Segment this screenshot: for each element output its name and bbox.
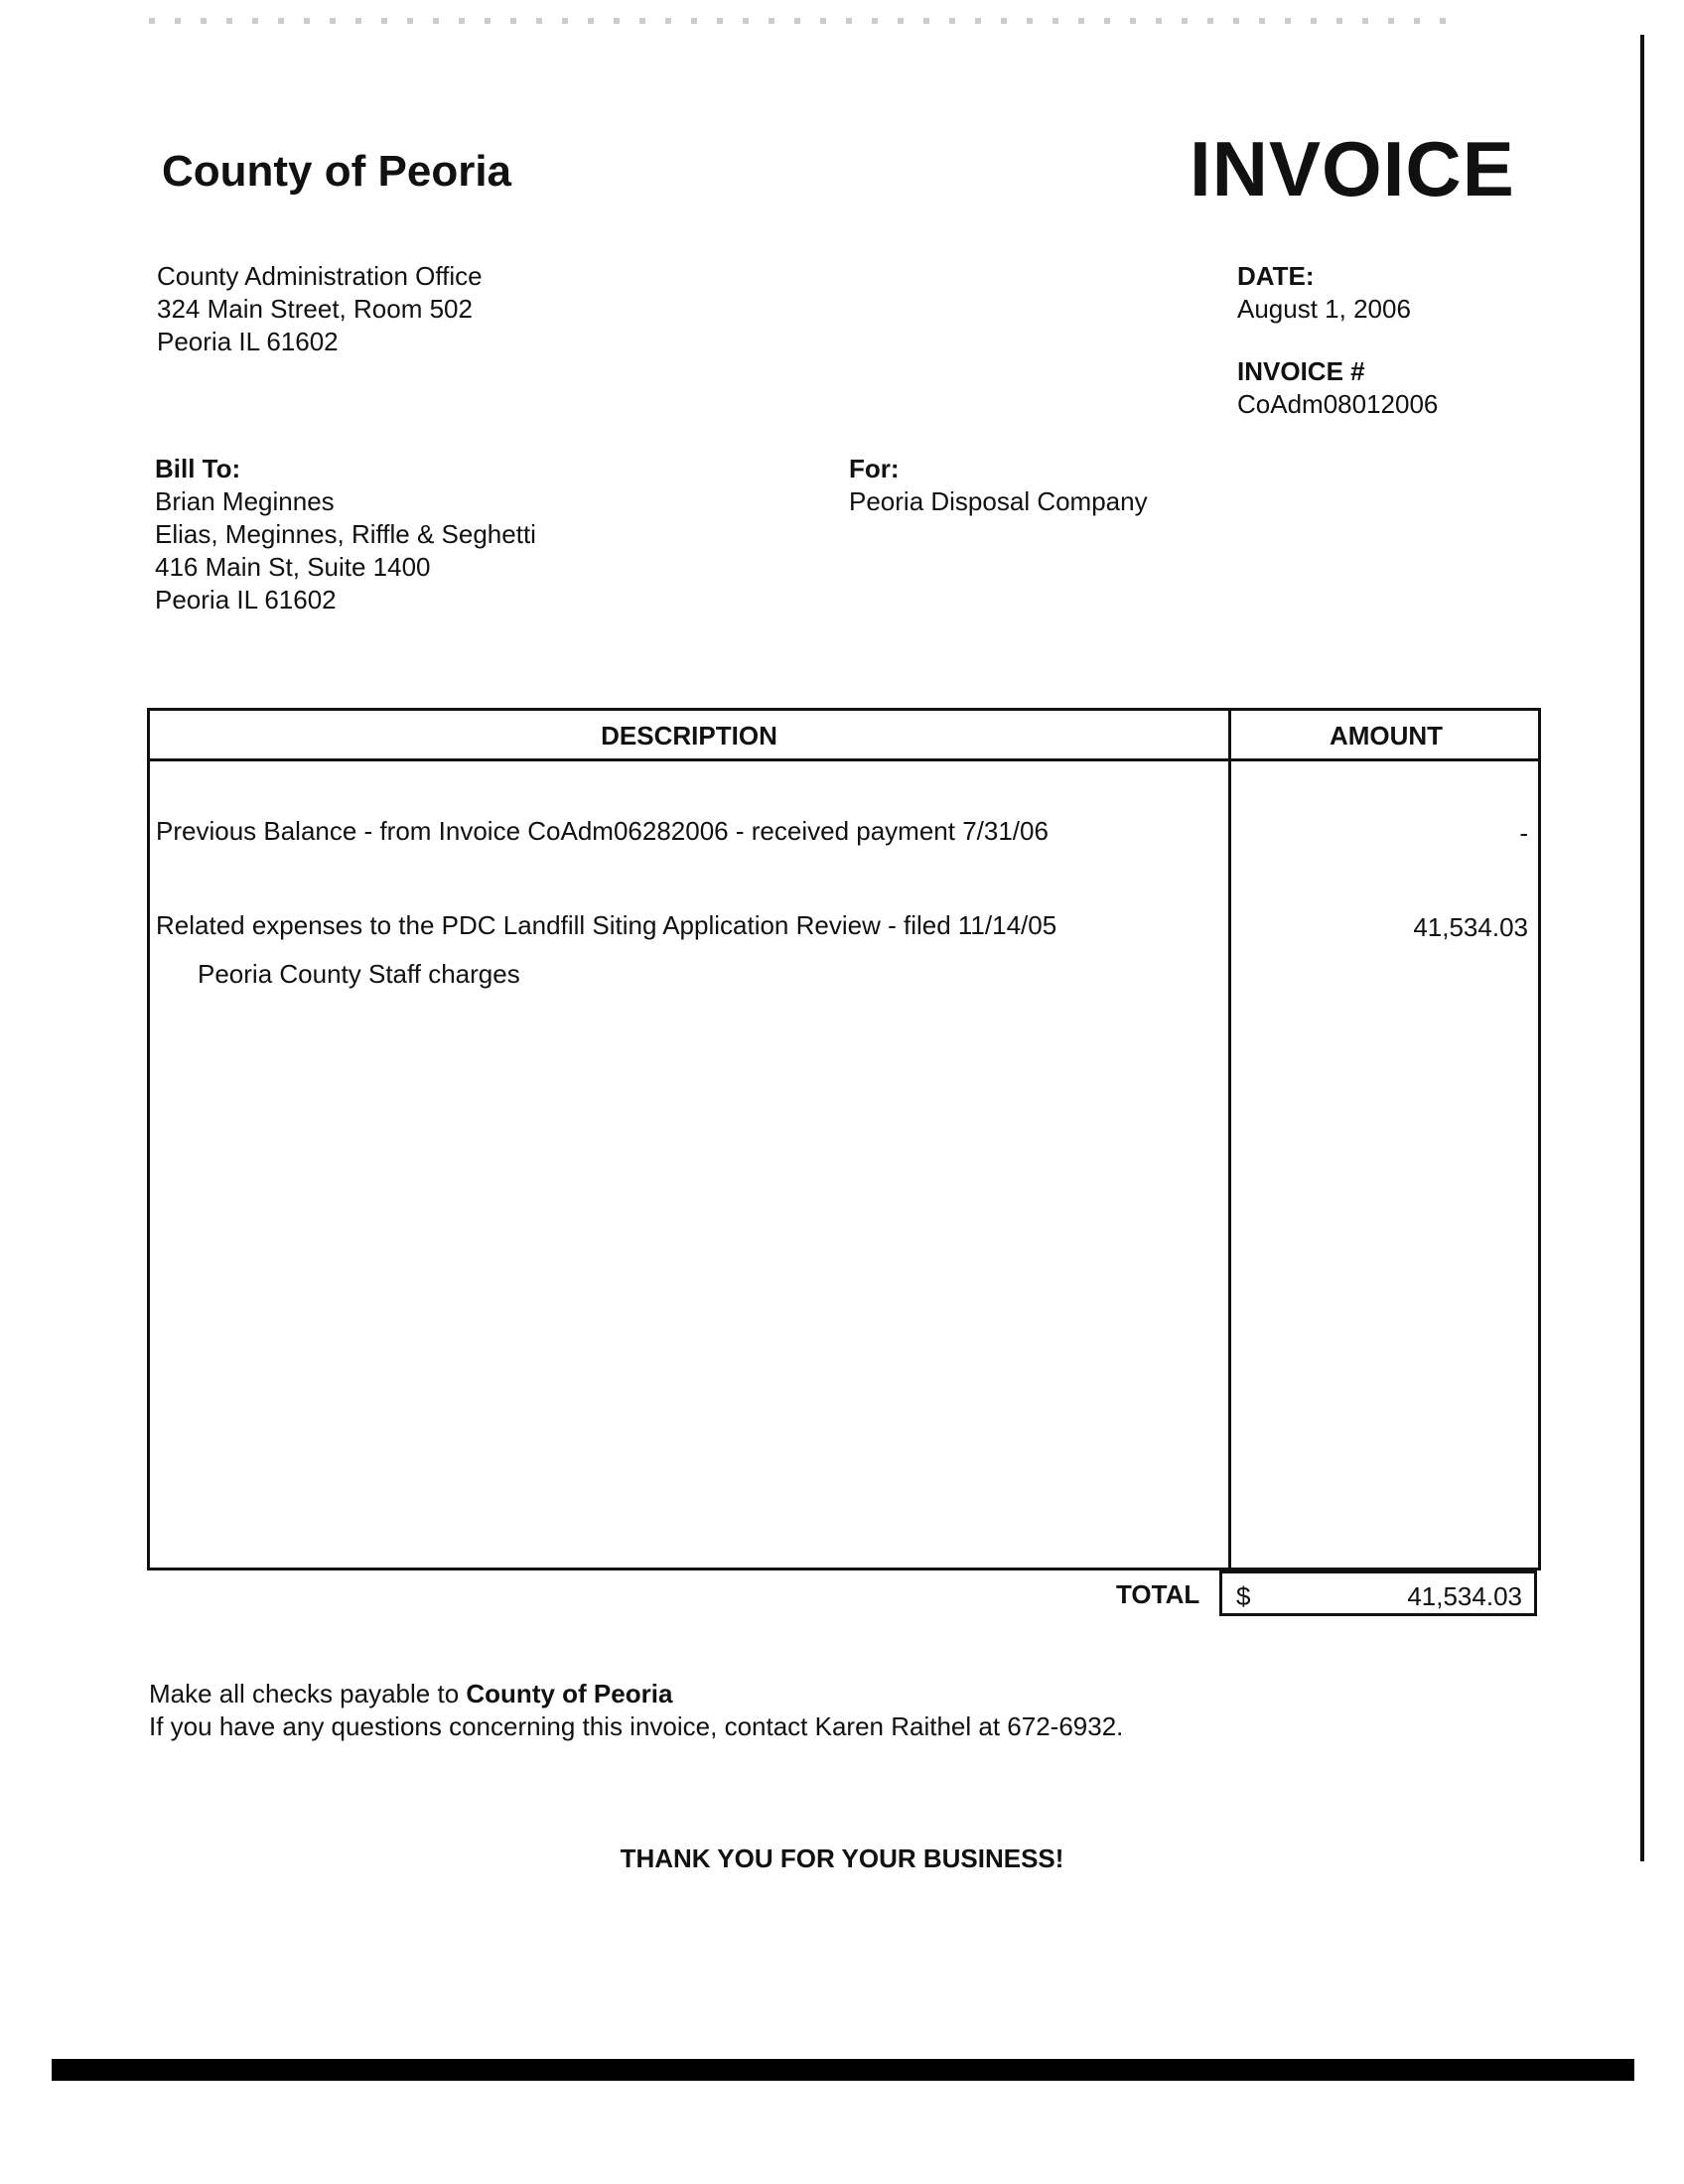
date-label: DATE:: [1237, 261, 1315, 291]
bill-to-block: [155, 453, 536, 616]
date-value: August 1, 2006: [1237, 294, 1411, 324]
bill-to-street: 416 Main St, Suite 1400: [155, 552, 431, 582]
total-currency: $: [1236, 1581, 1251, 1611]
description-header: DESCRIPTION: [601, 721, 777, 751]
checks-payable-prefix: Make all checks payable to: [149, 1679, 467, 1708]
invoice-title: INVOICE: [1190, 125, 1515, 212]
invoice-number-value: CoAdm08012006: [1237, 389, 1439, 419]
sender-line-1: County Administration Office: [157, 261, 483, 291]
row-3-description: Peoria County Staff charges: [198, 959, 520, 989]
bill-to-city: Peoria IL 61602: [155, 585, 337, 614]
for-label: For:: [849, 454, 900, 483]
bill-to-name: Brian Meginnes: [155, 486, 335, 516]
amount-header: AMOUNT: [1329, 721, 1444, 751]
for-block: [849, 453, 1148, 518]
line-items-table: [147, 708, 1541, 1570]
column-divider: [1228, 711, 1231, 1568]
sender-line-2: 324 Main Street, Room 502: [157, 294, 473, 324]
right-edge-rule: [1640, 35, 1644, 1861]
table-header: [150, 711, 1538, 761]
for-value: Peoria Disposal Company: [849, 486, 1148, 516]
row-2-description: Related expenses to the PDC Landfill Siting Application Review - filed 11/14/05: [156, 910, 1057, 940]
total-box: [1219, 1570, 1537, 1616]
sender-address: [157, 260, 483, 358]
date-block: [1237, 260, 1411, 326]
total-label: TOTAL: [1116, 1579, 1200, 1609]
checks-payee: County of Peoria: [466, 1679, 673, 1708]
organization-name: County of Peoria: [162, 147, 512, 196]
row-1-amount: -: [1519, 818, 1528, 848]
row-1-description: Previous Balance - from Invoice CoAdm06282006 - received payment 7/31/06: [156, 816, 1049, 846]
row-2-amount: 41,534.03: [1413, 912, 1528, 942]
checks-payable-line: [149, 1678, 1123, 1710]
total-value: 41,534.03: [1407, 1581, 1522, 1611]
invoice-number-block: [1237, 355, 1438, 421]
scan-artifact-dots: [149, 18, 1460, 24]
bill-to-firm: Elias, Meginnes, Riffle & Seghetti: [155, 519, 536, 549]
invoice-number-label: INVOICE #: [1237, 356, 1365, 386]
bill-to-label: Bill To:: [155, 454, 241, 483]
thank-you-message: THANK YOU FOR YOUR BUSINESS!: [620, 1843, 1064, 1873]
questions-line: If you have any questions concerning this invoice, contact Karen Raithel at 672-6932.: [149, 1711, 1124, 1741]
bottom-bar: [52, 2059, 1634, 2081]
sender-line-3: Peoria IL 61602: [157, 327, 339, 356]
payment-instructions: [149, 1678, 1123, 1743]
